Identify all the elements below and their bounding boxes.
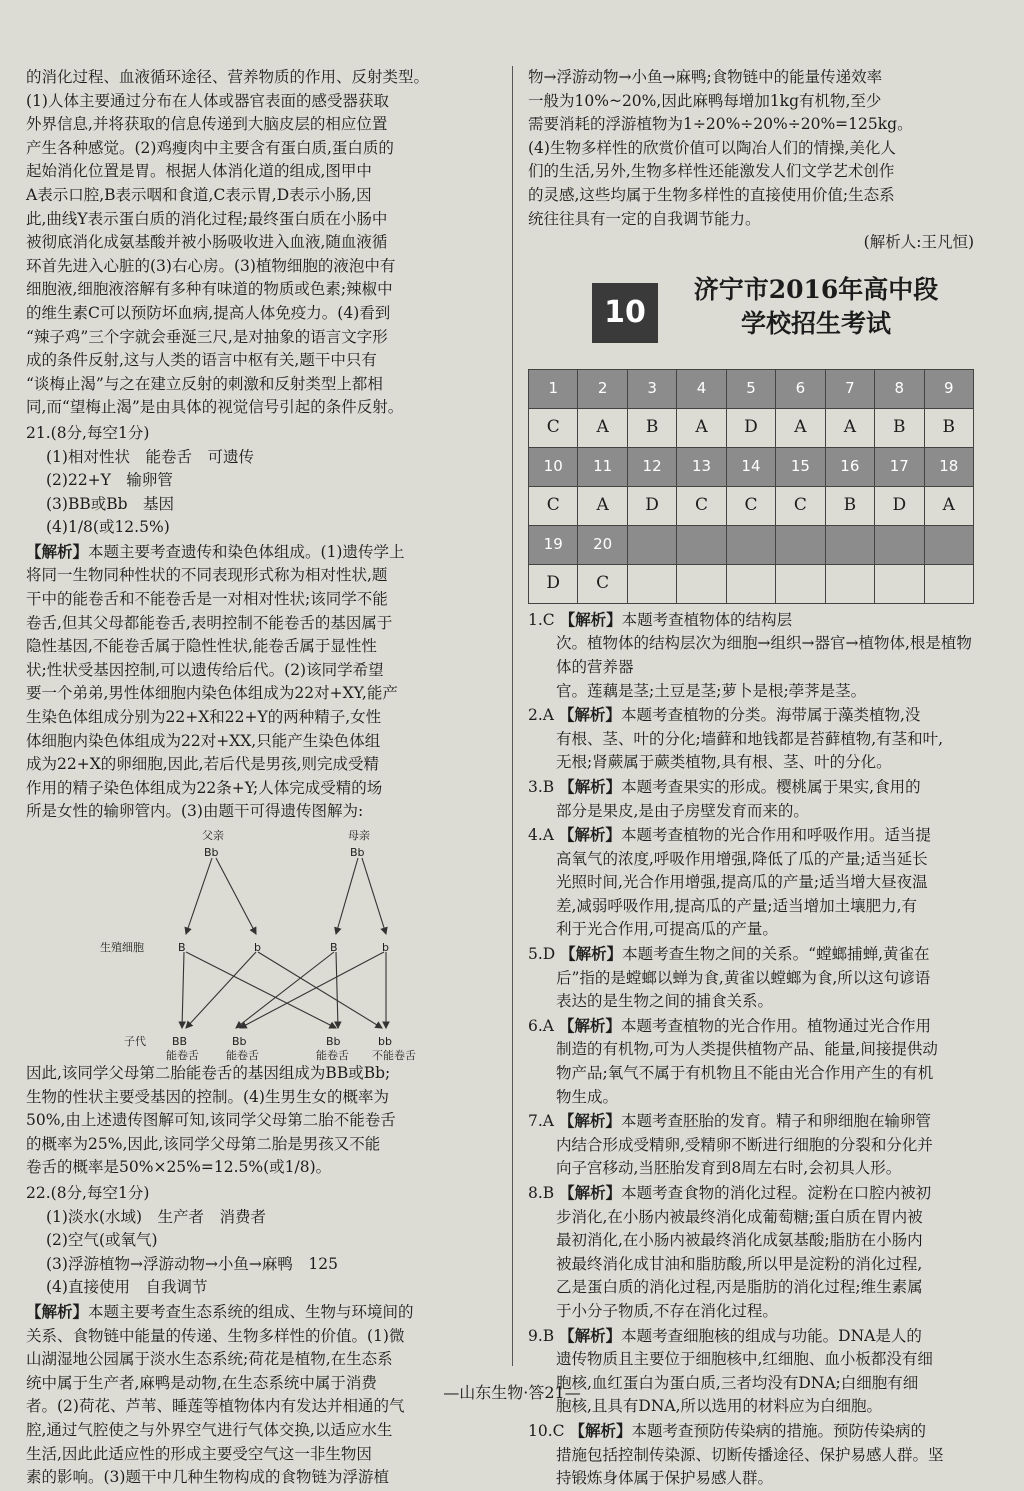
answer-line: (4)直接使用 自我调节 bbox=[46, 1278, 208, 1297]
text-line: 于小分子物质,不存在消化过程。 bbox=[556, 1301, 778, 1320]
answer-line: (3)浮游植物→浮游动物→小鱼→麻鸭 125 bbox=[46, 1254, 339, 1273]
text-line: 的维生素C可以预防坏血病,提高人体免疫力。(4)看到 bbox=[26, 303, 391, 322]
text-line: 4.A 【解析】本题考查植物的光合作用和呼吸作用。适当提 bbox=[528, 825, 931, 845]
answer-cell: A bbox=[924, 486, 974, 525]
text-line: 者。(2)荷花、芦苇、睡莲等植物体内有发达并相通的气 bbox=[26, 1397, 405, 1416]
text-line: 外界信息,并将获取的信息传递到大脑皮层的相应位置 bbox=[26, 115, 388, 134]
text-line: 腔,通过气腔使之与外界空气进行气体交换,以适应水生 bbox=[26, 1420, 393, 1439]
answer-cell: B bbox=[627, 408, 676, 447]
q22-answers bbox=[26, 1206, 500, 1300]
text-line: 关系、食物链中能量的传递、生物多样性的价值。(1)微 bbox=[26, 1326, 405, 1345]
answer-cell: C bbox=[529, 408, 578, 447]
q22-heading: 22.(8分,每空1分) bbox=[26, 1183, 150, 1202]
question-number: 6 bbox=[776, 369, 825, 408]
text-line: 要一个弟弟,男性体细胞内染色体组成为22对+XY,能产 bbox=[26, 684, 398, 703]
mother-label: 母亲 bbox=[348, 829, 370, 842]
item-number-answer: 5.D bbox=[528, 945, 556, 964]
text-line: 差,减弱呼吸作用,提高瓜的产量;适当增加土壤肥力,有 bbox=[556, 896, 918, 915]
exam-header bbox=[528, 273, 974, 363]
item-number-answer: 6.A bbox=[528, 1016, 554, 1035]
empty-cell bbox=[825, 525, 874, 564]
item-number-answer: 9.B bbox=[528, 1326, 555, 1345]
text-line: 1.C 【解析】本题考查植物体的结构层 bbox=[528, 609, 793, 629]
text-line: 有根、茎、叶的分化;墙藓和地钱都是苔藓植物,有茎和叶, bbox=[556, 729, 944, 748]
exam-title: 济宁市2016年高中段 学校招生考试 bbox=[693, 274, 939, 338]
analysis-tag: 【解析】 bbox=[559, 1183, 622, 1202]
q21-heading: 21.(8分,每空1分) bbox=[26, 423, 150, 442]
text-line: 素的影响。(3)题干中几种生物构成的食物链为浮游植 bbox=[26, 1468, 389, 1487]
text-line: 5.D 【解析】本题考查生物之间的关系。“螳螂捕蝉,黄雀在 bbox=[528, 944, 930, 964]
table-answer-row bbox=[529, 564, 974, 603]
text-line: 将同一生物同种性状的不同表现形式称为相对性状,题 bbox=[26, 566, 388, 585]
text-line: 卷舌的概率是50%×25%=12.5%(或1/8)。 bbox=[26, 1158, 332, 1177]
answer-cell: D bbox=[726, 408, 775, 447]
item-number-answer: 8.B bbox=[528, 1184, 555, 1202]
table-answer-row bbox=[529, 486, 974, 525]
text-line: 【解析】本题主要考查遗传和染色体组成。(1)遗传学上 bbox=[26, 541, 405, 561]
answer-line: (4)1/8(或12.5%) bbox=[46, 518, 170, 537]
question-number: 4 bbox=[677, 369, 726, 408]
text-line: 物→浮游动物→小鱼→麻鸭;食物链中的能量传递效率 bbox=[528, 68, 883, 86]
q21-answers bbox=[26, 446, 500, 540]
empty-cell bbox=[627, 564, 676, 603]
text-line: 的概率为25%,因此,该同学父母第二胎是男孩又不能 bbox=[26, 1134, 381, 1153]
text-line: “辣子鸡”三个字就会垂涎三尺,是对抽象的语言文字形 bbox=[26, 327, 388, 346]
text-line: 卷舌,但其父母都能卷舌,表明控制不能卷舌的基因属于 bbox=[26, 613, 393, 632]
text-line: 生活,因此此适应性的形成主要受空气这一非生物因 bbox=[26, 1444, 372, 1463]
text-line: 8.B 【解析】本题考查食物的消化过程。淀粉在口腔内被初 bbox=[528, 1183, 932, 1202]
choice-explanation bbox=[528, 1014, 974, 1109]
answer-line: (2)空气(或氧气) bbox=[46, 1231, 158, 1250]
choice-explanation bbox=[528, 1419, 974, 1491]
text-line: 状;性状受基因控制,可以遗传给后代。(2)该同学希望 bbox=[26, 660, 384, 679]
question-number: 17 bbox=[875, 447, 924, 486]
answer-cell: C bbox=[726, 486, 775, 525]
text-line: 环首先进入心脏的(3)右心房。(3)植物细胞的液泡中有 bbox=[26, 256, 396, 275]
choice-explanation bbox=[528, 703, 974, 775]
question-number: 1 bbox=[529, 369, 578, 408]
analysis-tag: 【解析】 bbox=[558, 825, 621, 845]
question-number: 15 bbox=[776, 447, 825, 486]
offspring-genotype: bb bbox=[378, 1035, 392, 1048]
answer-cell: D bbox=[875, 486, 924, 525]
analysis-tag: 【解析】 bbox=[559, 609, 622, 629]
text-line: 表达的是生物之间的捕食关系。 bbox=[556, 992, 774, 1011]
analysis-tag: 【解析】 bbox=[558, 1111, 621, 1131]
choice-explanation bbox=[528, 1109, 974, 1181]
text-line: 隐性基因,不能卷舌属于隐性性状,能卷舌属于显性性 bbox=[26, 637, 377, 656]
text-line: 最初消化,在小肠内被最终消化成氨基酸;脂肪在小肠内 bbox=[556, 1231, 923, 1250]
right-column bbox=[528, 66, 974, 1491]
text-line: 3.B 【解析】本题考查果实的形成。樱桃属于果实,食用的 bbox=[528, 776, 921, 796]
text-line: 胞核,且具有DNA,所以选用的材料应为白细胞。 bbox=[556, 1397, 883, 1416]
inheritance-diagram bbox=[26, 824, 500, 1062]
offspring-trait: 能卷舌 bbox=[166, 1049, 199, 1062]
text-line: 成为22+X的卵细胞,因此,若后代是男孩,则完成受精 bbox=[26, 755, 380, 774]
answer-cell: B bbox=[924, 408, 974, 447]
page-footer: —山东生物·答21— bbox=[443, 1383, 581, 1402]
text-line: 细胞液,细胞液溶解有多种有味道的物质或色素;辣椒中 bbox=[26, 280, 393, 299]
choice-explanations bbox=[528, 608, 974, 1491]
text-line: 物生成。 bbox=[556, 1087, 619, 1106]
text-line: 被彻底消化成氨基酸并被小肠吸收进入血液,随血液循 bbox=[26, 233, 388, 252]
left-column bbox=[26, 66, 500, 1490]
answer-line: (1)淡水(水域) 生产者 消费者 bbox=[46, 1207, 267, 1226]
answer-cell: A bbox=[578, 486, 627, 525]
text-line: 统中属于生产者,麻鸭是动物,在生态系统中属于消费 bbox=[26, 1373, 377, 1392]
offspring-trait: 能卷舌 bbox=[316, 1049, 349, 1062]
answer-cell: A bbox=[677, 408, 726, 447]
offspring-genotype: Bb bbox=[326, 1035, 341, 1048]
question-number: 16 bbox=[825, 447, 874, 486]
item-number-answer: 3.B bbox=[528, 777, 555, 796]
text-line: 遗传物质且主要位于细胞核中,红细胞、血小板都没有细 bbox=[556, 1350, 933, 1369]
gamete: B bbox=[330, 941, 338, 954]
question-number: 7 bbox=[825, 369, 874, 408]
text-line: 此,曲线Y表示蛋白质的消化过程;最终蛋白质在小肠中 bbox=[26, 209, 388, 228]
question-number: 13 bbox=[677, 447, 726, 486]
analysis-tag: 【解析】 bbox=[558, 705, 621, 725]
question-number: 12 bbox=[627, 447, 676, 486]
text-line: 后”指的是螳螂以蝉为食,黄雀以螳螂为食,所以这句谚语 bbox=[556, 968, 931, 987]
empty-cell bbox=[776, 564, 825, 603]
choice-explanation bbox=[528, 823, 974, 942]
father-label: 父亲 bbox=[202, 829, 224, 842]
empty-cell bbox=[726, 564, 775, 603]
gamete: b bbox=[382, 941, 389, 954]
empty-cell bbox=[825, 564, 874, 603]
gamete: B bbox=[178, 941, 186, 954]
answer-cell: D bbox=[529, 564, 578, 603]
text-line: 山湖湿地公园属于淡水生态系统;荷花是植物,在生态系 bbox=[26, 1350, 393, 1369]
analysis-tag: 【解析】 bbox=[569, 1420, 632, 1440]
answer-cell: C bbox=[529, 486, 578, 525]
answer-cell: D bbox=[627, 486, 676, 525]
text-line: “谈梅止渴”与之在建立反射的刺激和反射类型上都相 bbox=[26, 374, 383, 393]
empty-cell bbox=[875, 564, 924, 603]
text-line: 物产品;氧气不属于有机物且不能由光合作用产生的有机 bbox=[556, 1064, 934, 1083]
table-number-row bbox=[529, 369, 974, 408]
question-number: 10 bbox=[529, 447, 578, 486]
text-line: 9.B 【解析】本题考查细胞核的组成与功能。DNA是人的 bbox=[528, 1325, 922, 1345]
text-line: 的消化过程、血液循环途径、营养物质的作用、反射类型。 bbox=[26, 68, 430, 86]
question-number: 19 bbox=[529, 525, 578, 564]
answer-line: (1)相对性状 能卷舌 可遗传 bbox=[46, 447, 254, 466]
choice-explanation bbox=[528, 942, 974, 1014]
text-line: 向子宫移动,当胚胎发育到8周左右时,会初具人形。 bbox=[556, 1159, 902, 1178]
item-number-answer: 7.A bbox=[528, 1112, 554, 1131]
choice-explanation bbox=[528, 1181, 974, 1324]
question-number: 9 bbox=[924, 369, 974, 408]
choice-explanation bbox=[528, 775, 974, 823]
empty-cell bbox=[924, 564, 974, 603]
answer-cell: A bbox=[578, 408, 627, 447]
answer-cell: C bbox=[776, 486, 825, 525]
text-line: 生染色体组成分别为22+X和22+Y的两种精子,女性 bbox=[26, 708, 382, 727]
offspring-genotype: Bb bbox=[232, 1035, 247, 1048]
answer-line: (2)22+Y 输卵管 bbox=[46, 471, 173, 490]
text-line: 体细胞内染色体组成为22对+XX,只能产生染色体组 bbox=[26, 731, 381, 750]
answer-cell: A bbox=[776, 408, 825, 447]
text-line: 高氧气的浓度,呼吸作用增强,降低了瓜的产量;适当延长 bbox=[556, 849, 928, 868]
table-answer-row bbox=[529, 408, 974, 447]
table-number-row bbox=[529, 447, 974, 486]
item-number-answer: 2.A bbox=[528, 706, 554, 725]
text-line: 生物的性状主要受基因的控制。(4)生男生女的概率为 bbox=[26, 1087, 389, 1106]
inheritance-arrows bbox=[26, 824, 500, 1054]
item-number-answer: 1.C bbox=[528, 610, 555, 629]
q21-explanation-continued bbox=[26, 1062, 500, 1180]
text-line: (4)生物多样性的欣赏价值可以陶冶人们的情操,美化人 bbox=[528, 138, 896, 157]
text-line: 制造的有机物,可为人类提供植物产品、能量,间接提供动 bbox=[556, 1040, 938, 1059]
question-number: 18 bbox=[924, 447, 974, 486]
offspring-trait: 不能卷舌 bbox=[372, 1049, 416, 1062]
text-line: 因此,该同学父母第二胎能卷舌的基因组成为BB或Bb; bbox=[26, 1064, 391, 1082]
column-divider bbox=[512, 66, 513, 1366]
analysis-tag: 【解析】 bbox=[558, 1015, 621, 1035]
mother-genotype: Bb bbox=[350, 846, 365, 859]
text-line: 成的条件反射,这与人类的语言中枢有关,题干中只有 bbox=[26, 351, 377, 370]
answer-cell: A bbox=[825, 408, 874, 447]
text-line: 无根;肾蕨属于蕨类植物,具有根、茎、叶的分化。 bbox=[556, 753, 892, 772]
text-line: 们的生活,另外,生物多样性还能激发人们文学艺术创作 bbox=[528, 162, 895, 181]
text-line: 50%,由上述遗传图解可知,该同学父母第二胎不能卷舌 bbox=[26, 1111, 396, 1130]
text-line: 胞核,血红蛋白为蛋白质,三者均没有DNA;白细胞有细 bbox=[556, 1373, 919, 1392]
analysis-tag: 【解析】 bbox=[560, 944, 623, 964]
empty-cell bbox=[677, 525, 726, 564]
question-number: 8 bbox=[875, 369, 924, 408]
item-number-answer: 10.C bbox=[528, 1421, 565, 1440]
text-line: 部分是果皮,是由子房壁发育而来的。 bbox=[556, 801, 809, 820]
text-line: 内结合形成受精卵,受精卵不断进行细胞的分裂和分化并 bbox=[556, 1135, 933, 1154]
text-line: 起始消化位置是胃。根据人体消化道的组成,图甲中 bbox=[26, 162, 372, 181]
text-line: 7.A 【解析】本题考查胚胎的发育。精子和卵细胞在输卵管 bbox=[528, 1111, 931, 1131]
choice-explanation bbox=[528, 608, 974, 703]
empty-cell bbox=[776, 525, 825, 564]
text-line: 所是女性的输卵管内。(3)由题干可得遗传图解为: bbox=[26, 802, 364, 821]
text-line: 作用的精子染色体组成为22条+Y;人体完成受精的场 bbox=[26, 778, 383, 797]
text-line: 一般为10%~20%,因此麻鸭每增加1kg有机物,至少 bbox=[528, 91, 882, 110]
table-number-row bbox=[529, 525, 974, 564]
q22-explanation-continued bbox=[528, 66, 974, 231]
analysis-tag: 【解析】 bbox=[26, 1301, 89, 1321]
q20-explanation-continued bbox=[26, 66, 500, 420]
father-genotype: Bb bbox=[204, 846, 219, 859]
answer-line: (3)BB或Bb 基因 bbox=[46, 494, 175, 513]
text-line: 次。植物体的结构层次为细胞→组织→器官→植物体,根是植物体的营养器 bbox=[556, 634, 972, 676]
answer-table bbox=[528, 369, 974, 604]
empty-cell bbox=[875, 525, 924, 564]
question-number: 14 bbox=[726, 447, 775, 486]
empty-cell bbox=[726, 525, 775, 564]
text-line: 的灵感,这些均属于生物多样性的直接使用价值;生态系 bbox=[528, 185, 895, 204]
text-line: 步消化,在小肠内被最终消化成葡萄糖;蛋白质在胃内被 bbox=[556, 1207, 923, 1226]
answer-cell: B bbox=[875, 408, 924, 447]
analysis-tag: 【解析】 bbox=[559, 776, 622, 796]
text-line: 持锻炼身体属于保护易感人群。 bbox=[556, 1469, 774, 1488]
empty-cell bbox=[677, 564, 726, 603]
gamete: b bbox=[254, 941, 261, 954]
question-number: 2 bbox=[578, 369, 627, 408]
answer-cell: C bbox=[578, 564, 627, 603]
offspring-trait: 能卷舌 bbox=[226, 1049, 259, 1062]
author-credit: (解析人:王凡恒) bbox=[863, 233, 974, 252]
text-line: 10.C 【解析】本题考查预防传染病的措施。预防传染病的 bbox=[528, 1420, 926, 1440]
text-line: 措施包括控制传染源、切断传播途径、保护易感人群。坚 bbox=[556, 1445, 944, 1464]
choice-explanation bbox=[528, 1324, 974, 1419]
empty-cell bbox=[924, 525, 974, 564]
empty-cell bbox=[627, 525, 676, 564]
text-line: 光照时间,光合作用增强,提高瓜的产量;适当增大昼夜温 bbox=[556, 873, 928, 892]
analysis-tag: 【解析】 bbox=[559, 1325, 622, 1345]
question-number: 5 bbox=[726, 369, 775, 408]
text-line: 利于光合作用,可提高瓜的产量。 bbox=[556, 920, 778, 939]
text-line: 【解析】本题主要考查生态系统的组成、生物与环境间的 bbox=[26, 1301, 414, 1321]
analysis-tag: 【解析】 bbox=[26, 541, 89, 561]
offspring-genotype: BB bbox=[172, 1035, 188, 1048]
text-line: 需要消耗的浮游植物为1÷20%÷20%÷20%=125kg。 bbox=[528, 115, 913, 134]
text-line: 6.A 【解析】本题考查植物的光合作用。植物通过光合作用 bbox=[528, 1015, 931, 1035]
text-line: 2.A 【解析】本题考查植物的分类。海带属于藻类植物,没 bbox=[528, 705, 921, 725]
exam-number-badge: 10 bbox=[592, 283, 658, 343]
text-line: 产生各种感觉。(2)鸡瘦肉中主要含有蛋白质,蛋白质的 bbox=[26, 138, 394, 157]
text-line: (1)人体主要通过分布在人体或器官表面的感受器获取 bbox=[26, 91, 389, 110]
text-line: 干中的能卷舌和不能卷舌是一对相对性状;该同学不能 bbox=[26, 590, 388, 609]
question-number: 11 bbox=[578, 447, 627, 486]
text-line: 官。莲藕是茎;土豆是茎;萝卜是根;荸荠是茎。 bbox=[556, 681, 867, 700]
text-line: 乙是蛋白质的消化过程,丙是脂肪的消化过程;维生素属 bbox=[556, 1278, 923, 1297]
text-line: A表示口腔,B表示咽和食道,C表示胃,D表示小肠,因 bbox=[26, 185, 372, 204]
question-number: 20 bbox=[578, 525, 627, 564]
text-line: 统往往具有一定的自我调节能力。 bbox=[528, 209, 761, 228]
offspring-row-label: 子代 bbox=[124, 1035, 146, 1048]
q21-explanation bbox=[26, 540, 500, 824]
gamete-row-label: 生殖细胞 bbox=[100, 941, 144, 954]
item-number-answer: 4.A bbox=[528, 826, 554, 845]
text-line: 被最终消化成甘油和脂肪酸,所以甲是淀粉的消化过程, bbox=[556, 1254, 923, 1273]
answer-cell: B bbox=[825, 486, 874, 525]
text-line: 同,而“望梅止渴”是由具体的视觉信号引起的条件反射。 bbox=[26, 398, 404, 417]
question-number: 3 bbox=[627, 369, 676, 408]
answer-cell: C bbox=[677, 486, 726, 525]
